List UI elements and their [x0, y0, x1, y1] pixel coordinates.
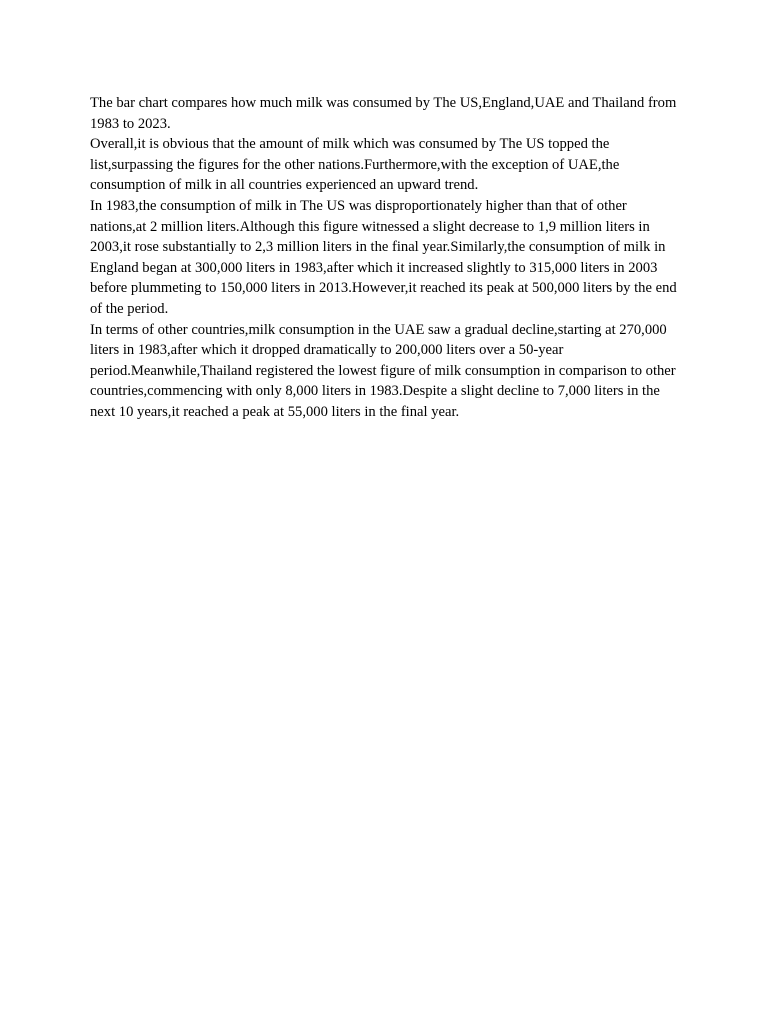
- document-text-body: [90, 93, 682, 423]
- paragraph-us-england-details: In 1983,the consumption of milk in The US was disproportionately higher than that of other nations,at 2 million liters.Although this figure witnessed a slight decrease to 1,9 million liters in 2003,it rose substantially to 2,3 million liters in the final year.Similarly,the consumption of milk in England began at 300,000 liters in 1983,after which it increased slightly to 315,000 liters in 2003 before plummeting to 150,000 liters in 2013.However,it reached its peak at 500,000 liters by the end of the period.: [90, 197, 677, 317]
- paragraph-overview: Overall,it is obvious that the amount of milk which was consumed by The US topped the list,surpassing the figures for the other nations.Furthermore,with the exception of UAE,the consumption of milk in all countries experienced an upward trend.: [90, 136, 620, 194]
- paragraph-uae-thailand-details: In terms of other countries,milk consumption in the UAE saw a gradual decline,starting at 270,000 liters in 1983,after which it dropped dramatically to 200,000 liters over a 50-year period.Meanwhile,Thailand registered the lowest figure of milk consumption in comparison to other countries,commencing with only 8,000 liters in 1983.Despite a slight decline to 7,000 liters in the next 10 years,it reached a peak at 55,000 liters in the final year.: [90, 321, 676, 420]
- paragraph-introduction: The bar chart compares how much milk was consumed by The US,England,UAE and Thailand from 1983 to 2023.: [90, 95, 677, 132]
